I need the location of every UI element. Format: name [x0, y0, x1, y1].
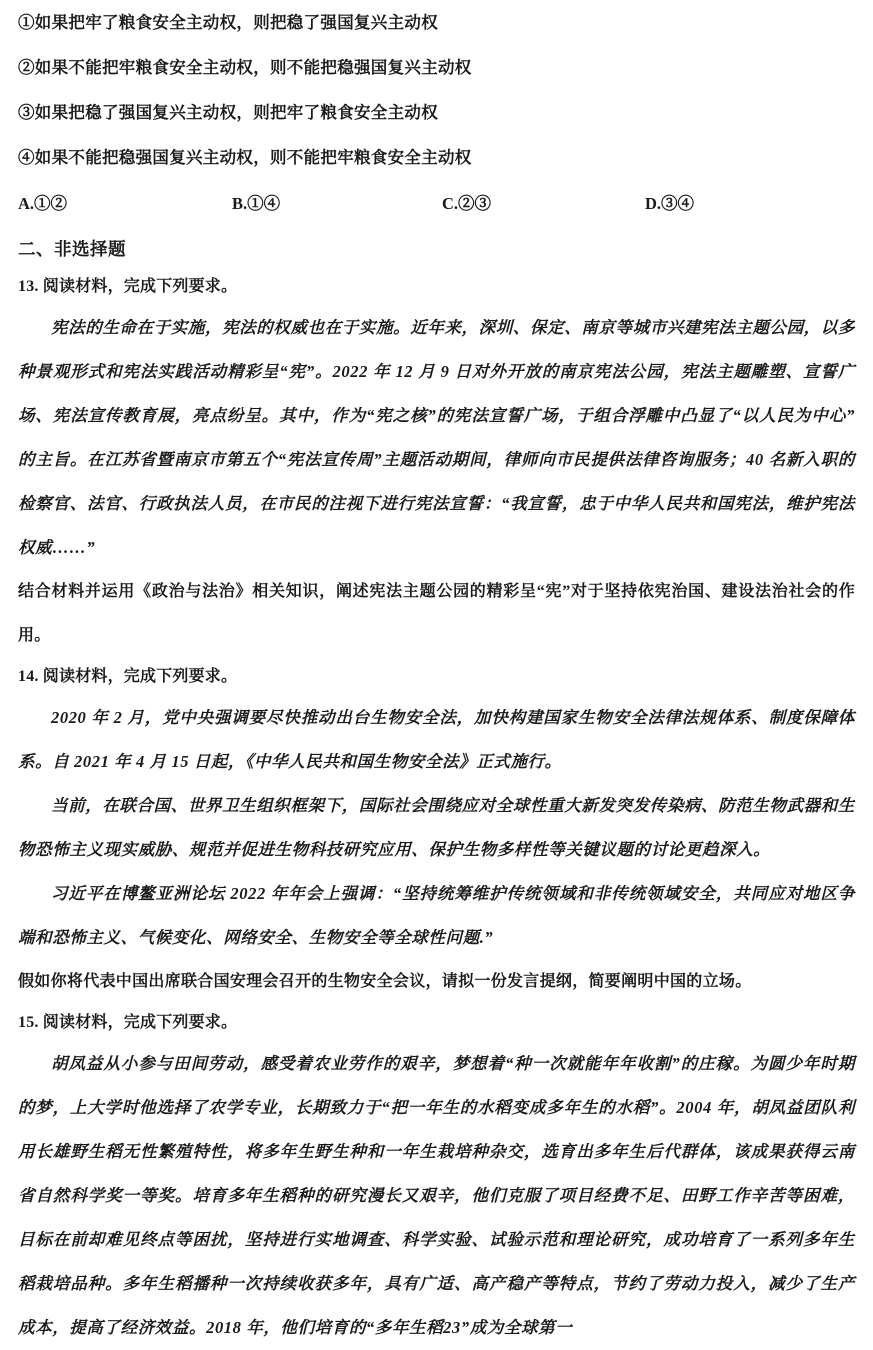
choice-value-b: ①④ — [247, 194, 281, 213]
question-15-material-paragraph: 胡凤益从小参与田间劳动，感受着农业劳作的艰辛，梦想着“种一次就能年年收割”的庄稼。为圆少年时期的梦，上大学时他选择了农学专业，长期致力于“把一年生的水稻变成多年生的水稻”。2004 年，胡凤益团队利用长雄野生稻无性繁殖特性，将多年生野生种和一年生栽培种杂交，选育出多年生后代群体，该成果获得云南省自然科学奖一等奖。培育多年生稻种的研究漫长又艰辛，他们克服了项目经费不足、田野工作辛苦等困难，目标在前却难见终点等困扰，坚持进行实地调查、科学实验、试验示范和理论研究，成功培育了一系列多年生稻栽培品种。多年生稻播种一次持续收获多年，具有广适、高产稳产等特点，节约了劳动力投入，减少了生产成本，提高了经济效益。2018 年，他们培育的“多年生稻23”成为全球第一 — [18, 1054, 855, 1337]
choice-label-d: D. — [645, 194, 662, 213]
question-13-requirement: 结合材料并运用《政治与法治》相关知识，阐述宪法主题公园的精彩呈“宪”对于坚持依宪治国、建设法治社会的作用。 — [18, 583, 855, 644]
question-13 — [18, 268, 855, 658]
section-heading: 二、非选择题 — [18, 239, 126, 259]
choice-value-d: ③④ — [661, 194, 695, 213]
answer-choice-c[interactable] — [442, 182, 491, 226]
question-14 — [18, 658, 855, 1004]
question-14-material-paragraph: 习近平在博鳌亚洲论坛 2022 年年会上强调：“坚持统筹维护传统领域和非传统领域安全，共同应对地区争端和恐怖主义、气候变化、网络安全、生物安全等全球性问题.” — [18, 884, 855, 947]
question-14-material-paragraph: 2020 年 2 月，党中央强调要尽快推动出台生物安全法，加快构建国家生物安全法律法规体系、制度保障体系。自 2021 年 4 月 15 日起，《中华人民共和国生物安全法》正式施行。 — [18, 708, 855, 771]
question-13-material-paragraph: 宪法的生命在于实施，宪法的权威也在于实施。近年来，深圳、保定、南京等城市兴建宪法主题公园，以多种景观形式和宪法实践活动精彩呈“宪”。2022 年 12 月 9 日对外开放的南京宪法公园，宪法主题雕塑、宣誓广场、宪法宣传教育展，亮点纷呈。其中，作为“宪之核”的宪法宣誓广场，于组合浮雕中凸显了“以人民为中心”的主旨。在江苏省暨南京市第五个“宪法宣传周”主题活动期间，律师向市民提供法律咨询服务；40 名新入职的检察官、法官、行政执法人员，在市民的注视下进行宪法宣誓：“我宣誓，忠于中华人民共和国宪法，维护宪法权威……” — [18, 318, 855, 557]
question-15-stem: 15. 阅读材料，完成下列要求。 — [18, 1014, 238, 1031]
answer-choice-d[interactable] — [645, 182, 694, 226]
question-14-stem: 14. 阅读材料，完成下列要求。 — [18, 668, 238, 685]
choice-value-c: ②③ — [458, 194, 492, 213]
question-15 — [18, 1004, 855, 1350]
question-14-material-paragraph: 当前，在联合国、世界卫生组织框架下，国际社会围绕应对全球性重大新发突发传染病、防范生物武器和生物恐怖主义现实威胁、规范并促进生物科技研究应用、保护生物多样性等关键议题的讨论更趋深入。 — [18, 796, 855, 859]
answer-choice-row — [18, 182, 855, 226]
choice-value-a: ①② — [34, 194, 68, 213]
statement-item: ③如果把稳了强国复兴主动权，则把牢了粮食安全主动权 — [18, 103, 438, 122]
choice-label-c: C. — [442, 194, 459, 213]
question-14-requirement: 假如你将代表中国出席联合国安理会召开的生物安全会议，请拟一份发言提纲，简要阐明中国的立场。 — [18, 973, 752, 990]
statement-item: ①如果把牢了粮食安全主动权，则把稳了强国复兴主动权 — [18, 13, 438, 32]
question-13-stem: 13. 阅读材料，完成下列要求。 — [18, 278, 238, 295]
statement-item: ②如果不能把牢粮食安全主动权，则不能把稳强国复兴主动权 — [18, 58, 472, 77]
answer-choice-b[interactable] — [232, 182, 280, 226]
statement-list — [18, 0, 855, 180]
choice-label-b: B. — [232, 194, 248, 213]
choice-label-a: A. — [18, 194, 35, 213]
statement-item: ④如果不能把稳强国复兴主动权，则不能把牢粮食安全主动权 — [18, 148, 472, 167]
answer-choice-a[interactable] — [18, 182, 67, 226]
